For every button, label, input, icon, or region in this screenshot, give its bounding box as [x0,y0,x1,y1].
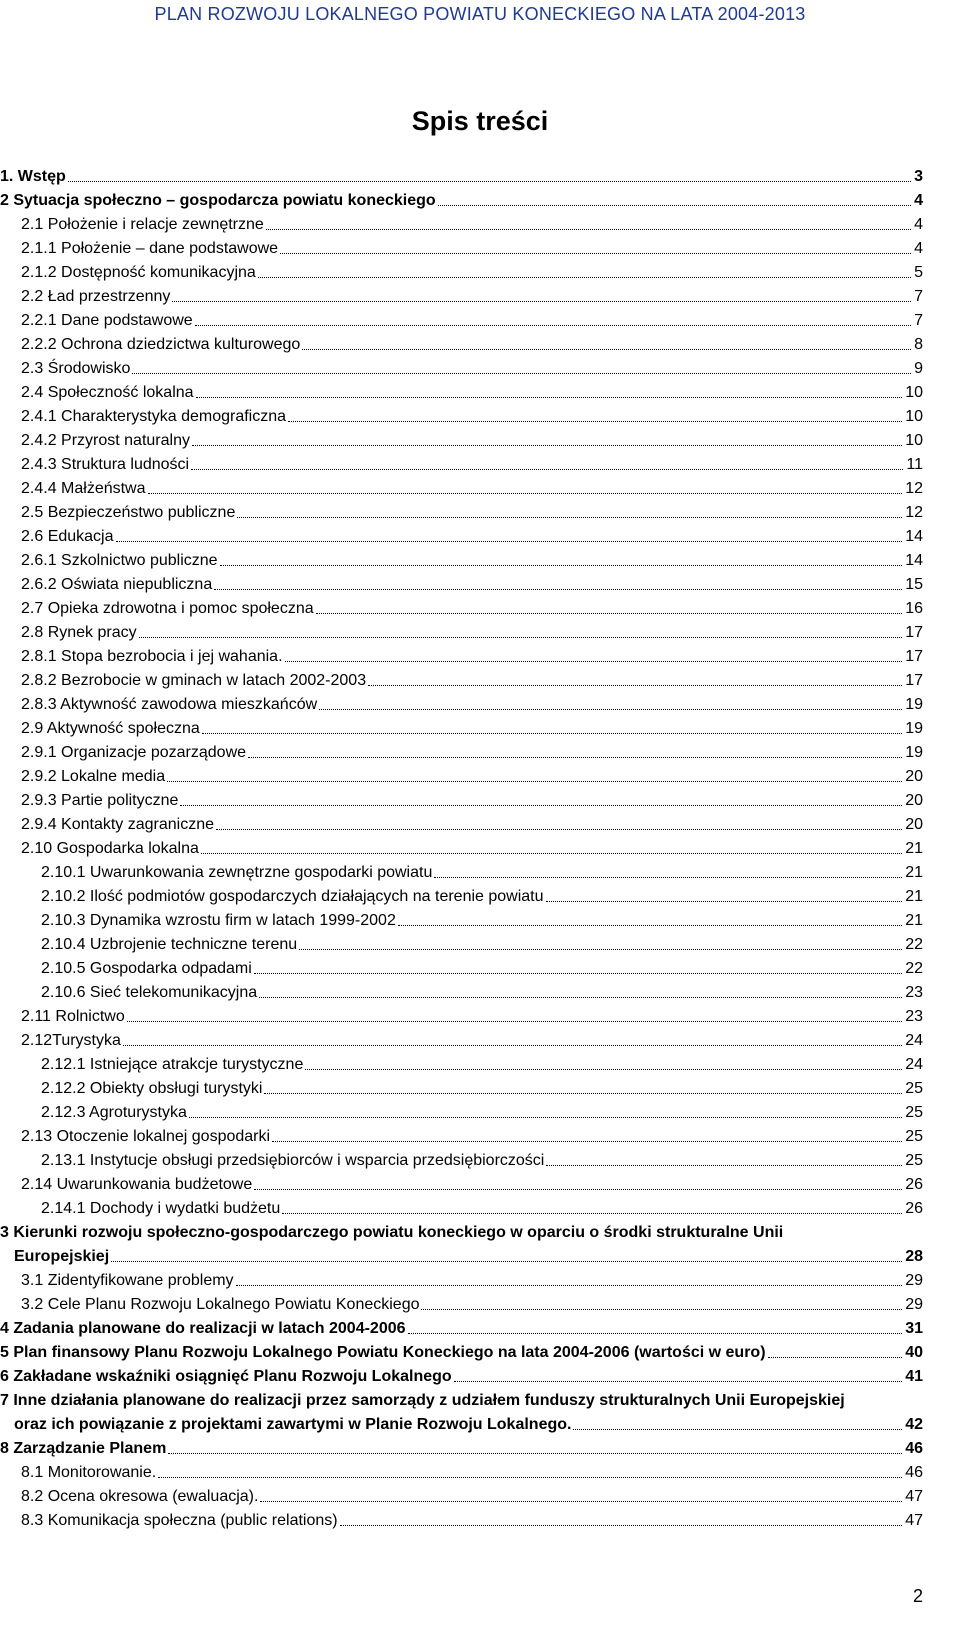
dot-leader [236,1285,903,1286]
toc-entry-page: 8 [914,336,923,353]
toc-entry-text: 2.9.2 Lokalne media [21,768,166,785]
toc-entry-text: 3 Kierunki rozwoju społeczno-gospodarczego powiatu koneckiego w oparciu o środki strukturalne Unii [0,1224,784,1241]
toc-entry[interactable] [0,739,960,763]
toc-entry[interactable] [0,403,960,427]
toc-entry-page: 10 [905,384,923,401]
toc-entry-page: 31 [905,1320,923,1337]
dot-leader [139,637,903,638]
dot-leader [280,253,911,254]
toc-entry-page: 19 [905,720,923,737]
toc-entry[interactable] [0,1051,960,1075]
dot-leader [546,901,903,902]
dot-leader [398,925,902,926]
dot-leader [421,1309,902,1310]
toc-entry[interactable] [0,1507,960,1531]
toc-entry[interactable] [0,427,960,451]
toc-entry-text: 2.2 Ład przestrzenny [21,288,171,305]
toc-entry[interactable] [0,1147,960,1171]
toc-entry[interactable] [0,163,960,187]
toc-entry[interactable] [0,715,960,739]
toc-entry-text: 2.12.3 Agroturystyka [41,1104,187,1121]
toc-entry-text: 2.2.2 Ochrona dziedzictwa kulturowego [21,336,301,353]
toc-entry[interactable] [0,1195,960,1219]
toc-entry-page: 17 [905,624,923,641]
toc-entry-text: 2.12Turystyka [21,1032,121,1049]
toc-entry-page: 4 [914,240,923,257]
toc-entry-text: 3.2 Cele Planu Rozwoju Lokalnego Powiatu Koneckiego [21,1296,420,1313]
dot-leader [254,973,902,974]
toc-entry-text: 8 Zarządzanie Planem [0,1440,167,1457]
toc-entry[interactable] [0,187,960,211]
toc-entry-page: 19 [905,696,923,713]
toc-entry[interactable] [0,475,960,499]
toc-entry-page: 42 [905,1416,923,1433]
toc-entry-text: 2.8.3 Aktywność zawodowa mieszkańców [21,696,318,713]
toc-entry-page: 17 [905,672,923,689]
toc-entry-text: 2.14 Uwarunkowania budżetowe [21,1176,253,1193]
dot-leader [196,397,903,398]
toc-entry-text: 2.1.1 Położenie – dane podstawowe [21,240,279,257]
toc-entry[interactable] [0,307,960,331]
running-header: PLAN ROZWOJU LOKALNEGO POWIATU KONECKIEGO NA LATA 2004-2013 [154,4,806,24]
dot-leader [259,997,902,998]
page-number: 2 [912,1586,923,1606]
toc-entry-page: 16 [905,600,923,617]
toc-entry[interactable] [0,1027,960,1051]
toc-entry-text: 2.9 Aktywność społeczna [21,720,200,737]
toc-entry[interactable] [0,595,960,619]
dot-leader [167,781,902,782]
toc-entry[interactable] [0,1363,960,1387]
dot-leader [192,445,902,446]
toc-entry-text: 3.1 Zidentyfikowane problemy [21,1272,234,1289]
toc-entry-page: 20 [905,792,923,809]
toc-entry-page: 29 [905,1272,923,1289]
toc-entry[interactable] [0,499,960,523]
toc-entry[interactable] [0,1459,960,1483]
toc-entry-text: 2.10.6 Sieć telekomunikacyjna [41,984,258,1001]
dot-leader [111,1261,902,1262]
toc-entry-text: 2.2.1 Dane podstawowe [21,312,193,329]
dot-leader [282,1213,902,1214]
toc-entry[interactable] [0,1291,960,1315]
toc-entry-page: 20 [905,768,923,785]
toc-entry[interactable] [0,643,960,667]
toc-entry-text: 2.3 Środowisko [21,360,131,377]
toc-entry-text: 2.8.2 Bezrobocie w gminach w latach 2002-2003 [21,672,367,689]
toc-entry[interactable] [0,1171,960,1195]
toc-entry-page: 21 [905,840,923,857]
toc-entry[interactable] [0,1123,960,1147]
toc-entry-text: 2.9.3 Partie polityczne [21,792,179,809]
toc-entry[interactable] [0,691,960,715]
toc-entry[interactable] [0,1003,960,1027]
toc-entry-page: 11 [906,456,923,473]
toc-entry-page: 20 [905,816,923,833]
toc-entry-page: 47 [905,1512,923,1529]
toc-entry[interactable] [0,667,960,691]
toc-entry-page: 3 [914,168,923,185]
toc-entry-text: 2.4.1 Charakterystyka demograficzna [21,408,287,425]
dot-leader [438,205,911,206]
toc-entry-text: 2.7 Opieka zdrowotna i pomoc społeczna [21,600,314,617]
dot-leader [454,1381,903,1382]
dot-leader [546,1165,902,1166]
dot-leader [127,1021,902,1022]
toc-entry-text: 4 Zadania planowane do realizacji w latach 2004-2006 [0,1320,406,1337]
toc-entry-text: 2.9.1 Organizacje pozarządowe [21,744,247,761]
toc-entry-page: 15 [905,576,923,593]
toc-entry-text: 2.4.3 Struktura ludności [21,456,190,473]
toc-entry[interactable] [0,907,960,931]
toc-entry[interactable] [0,955,960,979]
dot-leader [302,349,911,350]
dot-leader [248,757,902,758]
toc-entry-page: 4 [914,216,923,233]
toc-entry-text: 6 Zakładane wskaźniki osiągnięć Planu Rozwoju Lokalnego [0,1368,452,1385]
toc-entry-page: 28 [905,1248,923,1265]
toc-entry-text: 2.10.2 Ilość podmiotów gospodarczych działających na terenie powiatu [41,888,544,905]
toc-entry-text: 2.12.2 Obiekty obsługi turystyki [41,1080,263,1097]
dot-leader [258,277,911,278]
toc-entry-text: 2.10.5 Gospodarka odpadami [41,960,252,977]
toc-entry-text: 2.14.1 Dochody i wydatki budżetu [41,1200,281,1217]
toc-entry-text: 2.13.1 Instytucje obsługi przedsiębiorców i wsparcia przedsiębiorczości [41,1152,545,1169]
toc-entry-page: 22 [905,960,923,977]
toc-entry-page: 10 [905,408,923,425]
toc-entry-text: 2.4.4 Małżeństwa [21,480,146,497]
page-title: Spis treści [411,106,549,136]
dot-leader [168,1453,902,1454]
dot-leader [214,589,902,590]
toc-entry-text: 2.8 Rynek pracy [21,624,137,641]
dot-leader [264,1093,902,1094]
toc-entry-text: 2.4.2 Przyrost naturalny [21,432,190,449]
dot-leader [368,685,902,686]
dot-leader [768,1357,903,1358]
toc-entry-text-continued: Europejskiej [14,1248,110,1265]
table-of-contents [0,163,960,1531]
dot-leader [254,1189,902,1190]
toc-entry[interactable] [0,763,960,787]
toc-entry-page: 14 [905,528,923,545]
toc-entry[interactable] [0,355,960,379]
toc-entry[interactable] [0,1267,960,1291]
toc-entry[interactable] [0,931,960,955]
dot-leader [237,517,902,518]
toc-entry-text: 2.1 Położenie i relacje zewnętrzne [21,216,264,233]
dot-leader [340,1525,903,1526]
dot-leader [158,1477,902,1478]
toc-entry-page: 19 [905,744,923,761]
toc-entry-page: 23 [905,1008,923,1025]
toc-entry-text: 2.6.2 Oświata niepubliczna [21,576,213,593]
toc-entry[interactable] [0,451,960,475]
toc-entry[interactable] [0,787,960,811]
dot-leader [180,805,902,806]
dot-leader [191,469,903,470]
toc-entry-text: 2.10 Gospodarka lokalna [21,840,199,857]
toc-entry[interactable] [0,283,960,307]
toc-entry[interactable] [0,523,960,547]
toc-entry-page: 40 [905,1344,923,1361]
toc-entry-text: 5 Plan finansowy Planu Rozwoju Lokalnego Powiatu Koneckiego na lata 2004-2006 (wartości w euro) [0,1344,766,1361]
toc-entry-page: 26 [905,1176,923,1193]
dot-leader [220,565,903,566]
toc-entry-page: 22 [905,936,923,953]
toc-entry[interactable] [0,1387,960,1435]
dot-leader [319,709,902,710]
toc-entry-page: 4 [914,192,923,209]
toc-entry[interactable] [0,1075,960,1099]
toc-entry-text: 2 Sytuacja społeczno – gospodarcza powiatu koneckiego [0,192,436,209]
dot-leader [189,1117,902,1118]
toc-entry[interactable] [0,811,960,835]
toc-entry-text: 8.2 Ocena okresowa (ewaluacja). [21,1488,259,1505]
toc-entry-text-continued: oraz ich powiązanie z projektami zawartymi w Planie Rozwoju Lokalnego. [14,1416,572,1433]
toc-entry-page: 25 [905,1152,923,1169]
toc-entry-page: 46 [905,1464,923,1481]
toc-entry-text: 2.4 Społeczność lokalna [21,384,194,401]
toc-entry-text: 2.10.3 Dynamika wzrostu firm w latach 1999-2002 [41,912,396,929]
toc-entry-page: 12 [905,480,923,497]
toc-entry[interactable] [0,379,960,403]
toc-entry-text: 2.13 Otoczenie lokalnej gospodarki [21,1128,271,1145]
dot-leader [195,325,911,326]
toc-entry-page: 24 [905,1056,923,1073]
dot-leader [408,1333,903,1334]
toc-entry-page: 21 [905,912,923,929]
toc-entry[interactable] [0,979,960,1003]
toc-entry-page: 7 [914,312,923,329]
toc-entry-text: 8.3 Komunikacja społeczna (public relations) [21,1512,338,1529]
toc-entry-text: 7 Inne działania planowane do realizacji przez samorządy z udziałem funduszy strukturalnych Unii Europejskiej [0,1392,845,1409]
toc-entry[interactable] [0,235,960,259]
toc-entry-text: 2.6 Edukacja [21,528,114,545]
toc-entry-page: 7 [914,288,923,305]
dot-leader [202,733,902,734]
toc-entry-text: 2.11 Rolnictwo [21,1008,125,1025]
toc-entry-page: 41 [905,1368,923,1385]
dot-leader [434,877,902,878]
dot-leader [216,829,902,830]
dot-leader [299,949,902,950]
toc-entry-page: 12 [905,504,923,521]
dot-leader [201,853,902,854]
toc-entry-text: 2.8.1 Stopa bezrobocia i jej wahania. [21,648,283,665]
toc-entry[interactable] [0,331,960,355]
dot-leader [123,1045,902,1046]
toc-entry[interactable] [0,1219,960,1267]
toc-entry[interactable] [0,211,960,235]
toc-entry-page: 14 [905,552,923,569]
toc-entry-text: 2.10.1 Uwarunkowania zewnętrzne gospodarki powiatu [41,864,433,881]
toc-entry-text: 1. Wstęp [0,168,66,185]
dot-leader [132,373,911,374]
dot-leader [285,661,903,662]
dot-leader [316,613,903,614]
dot-leader [260,1501,902,1502]
dot-leader [266,229,911,230]
toc-entry[interactable] [0,571,960,595]
toc-entry[interactable] [0,1339,960,1363]
dot-leader [148,493,903,494]
toc-entry[interactable] [0,259,960,283]
toc-entry-page: 24 [905,1032,923,1049]
toc-entry-text: 2.9.4 Kontakty zagraniczne [21,816,215,833]
toc-entry[interactable] [0,619,960,643]
toc-entry-page: 25 [905,1104,923,1121]
dot-leader [172,301,911,302]
toc-entry[interactable] [0,547,960,571]
toc-entry-page: 46 [905,1440,923,1457]
toc-entry-page: 26 [905,1200,923,1217]
toc-entry-page: 29 [905,1296,923,1313]
toc-entry-page: 5 [914,264,923,281]
toc-entry-page: 25 [905,1080,923,1097]
toc-entry[interactable] [0,1483,960,1507]
dot-leader [68,181,911,182]
toc-entry-text: 2.5 Bezpieczeństwo publiczne [21,504,236,521]
toc-entry[interactable] [0,1315,960,1339]
toc-entry-text: 2.6.1 Szkolnictwo publiczne [21,552,218,569]
toc-entry-page: 25 [905,1128,923,1145]
toc-entry[interactable] [0,1435,960,1459]
toc-entry-text: 2.10.4 Uzbrojenie techniczne terenu [41,936,298,953]
dot-leader [116,541,903,542]
dot-leader [305,1069,902,1070]
toc-entry[interactable] [0,835,960,859]
toc-entry-page: 47 [905,1488,923,1505]
dot-leader [573,1429,902,1430]
dot-leader [272,1141,902,1142]
toc-entry-page: 23 [905,984,923,1001]
toc-entry-page: 17 [905,648,923,665]
toc-entry-page: 9 [914,360,923,377]
toc-entry-text: 2.12.1 Istniejące atrakcje turystyczne [41,1056,304,1073]
toc-entry[interactable] [0,859,960,883]
toc-entry-text: 8.1 Monitorowanie. [21,1464,157,1481]
toc-entry-page: 21 [905,864,923,881]
toc-entry[interactable] [0,1099,960,1123]
toc-entry-text: 2.1.2 Dostępność komunikacyjna [21,264,256,281]
toc-entry-page: 21 [905,888,923,905]
toc-entry-page: 10 [905,432,923,449]
toc-entry[interactable] [0,883,960,907]
dot-leader [288,421,902,422]
